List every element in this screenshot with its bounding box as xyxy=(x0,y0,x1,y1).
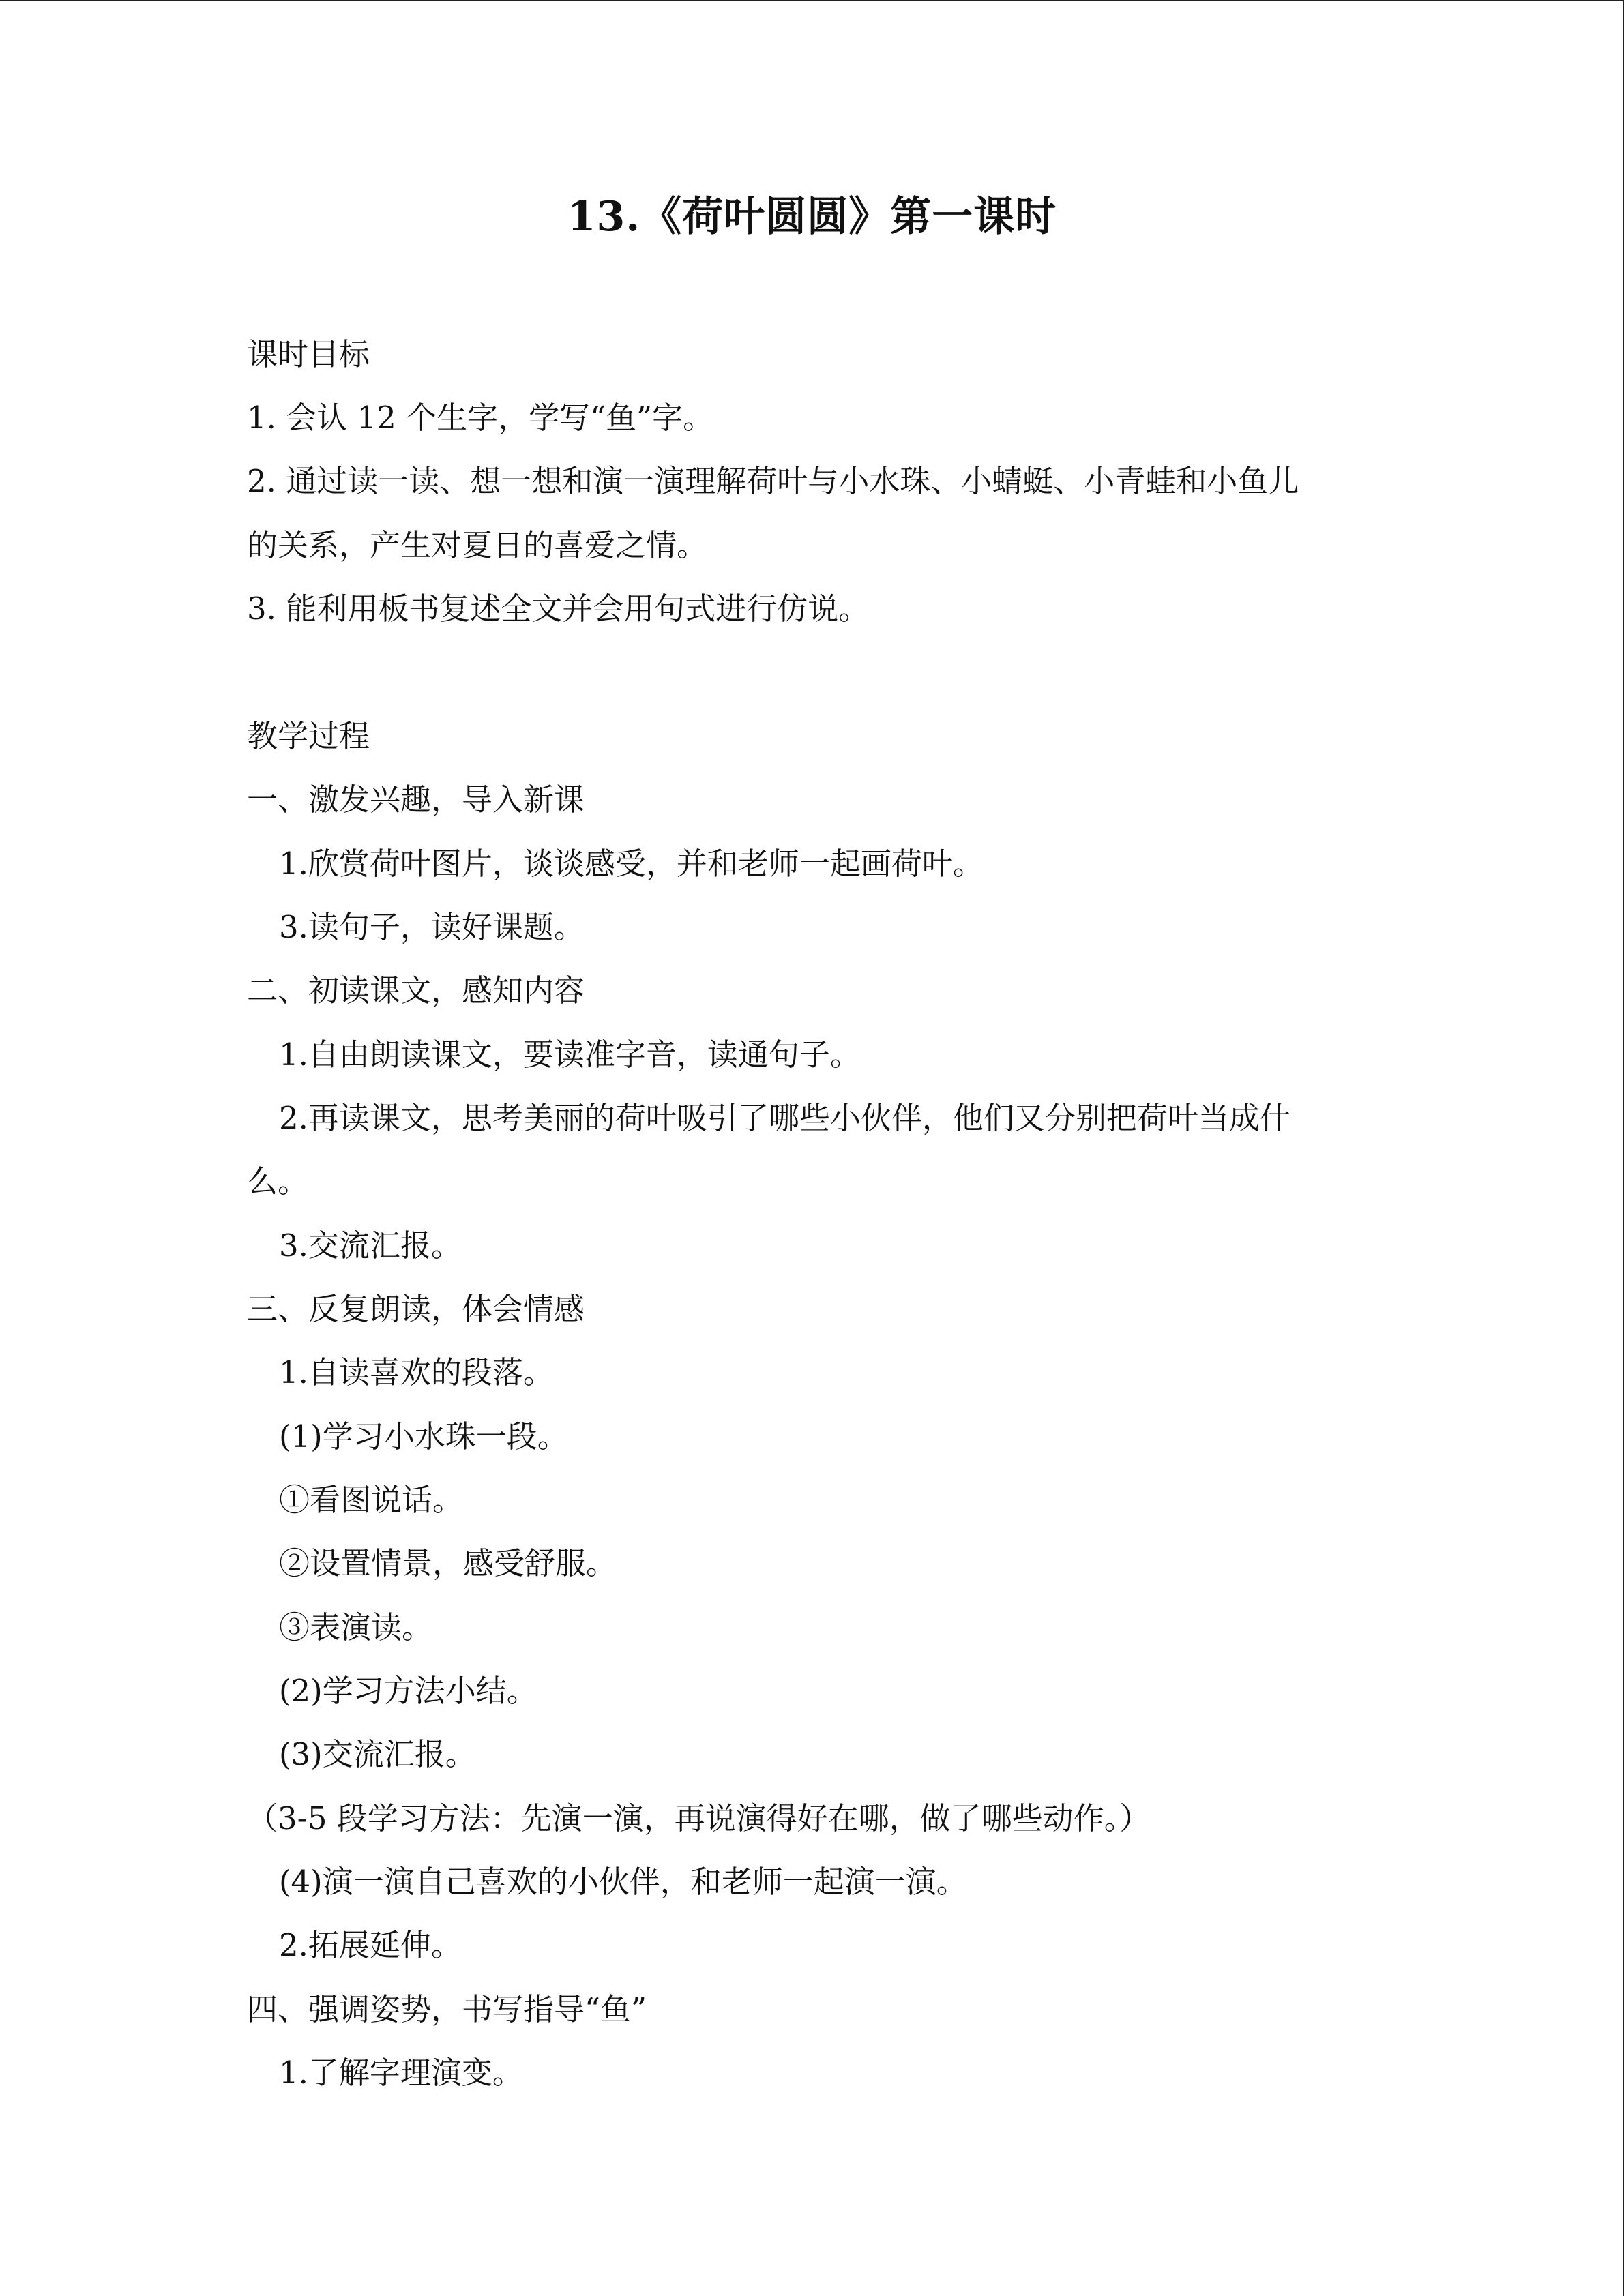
process-step: 1.自由朗读课文，要读准字音，读通句子。 xyxy=(279,1037,861,1073)
process-step-continued: 么。 xyxy=(247,1163,309,1199)
process-substep: ②设置情景，感受舒服。 xyxy=(279,1545,617,1581)
objective-item: 1. 会认 12 个生字，学写“鱼”字。 xyxy=(247,400,714,436)
process-section-heading: 二、初读课文，感知内容 xyxy=(247,972,585,1009)
process-step: 3.交流汇报。 xyxy=(279,1227,462,1264)
process-step: 1.了解字理演变。 xyxy=(279,2055,523,2091)
process-step: 1.欣赏荷叶图片，谈谈感受，并和老师一起画荷叶。 xyxy=(279,846,984,882)
process-section-heading: 三、反复朗读，体会情感 xyxy=(247,1291,585,1327)
process-substep: (2)学习方法小结。 xyxy=(279,1673,537,1709)
process-substep: (1)学习小水珠一段。 xyxy=(279,1418,568,1455)
objective-item: 3. 能利用板书复述全文并会用句式进行仿说。 xyxy=(247,591,870,627)
process-substep: (3)交流汇报。 xyxy=(279,1736,476,1772)
process-substep: ①看图说话。 xyxy=(279,1482,464,1518)
process-step: 2.拓展延伸。 xyxy=(279,1927,462,1963)
process-step: 1.自读喜欢的段落。 xyxy=(279,1354,554,1390)
process-step: 2.再读课文，思考美丽的荷叶吸引了哪些小伙伴，他们又分别把荷叶当成什 xyxy=(279,1100,1290,1136)
document-title: 13.《荷叶圆圆》第一课时 xyxy=(567,193,1057,241)
process-note: （3-5 段学习方法：先演一演，再说演得好在哪，做了哪些动作。） xyxy=(247,1800,1151,1836)
process-substep: (4)演一演自己喜欢的小伙伴，和老师一起演一演。 xyxy=(279,1864,967,1900)
objective-item-continued: 的关系，产生对夏日的喜爱之情。 xyxy=(247,527,708,563)
process-section-heading: 四、强调姿势，书写指导“鱼” xyxy=(247,1991,647,2027)
process-section-heading: 一、激发兴趣，导入新课 xyxy=(247,781,585,818)
objective-item: 2. 通过读一读、想一想和演一演理解荷叶与小水珠、小蜻蜓、小青蛙和小鱼儿 xyxy=(247,463,1299,499)
process-substep: ③表演读。 xyxy=(279,1609,433,1645)
section-heading-process: 教学过程 xyxy=(247,718,370,754)
process-step: 3.读句子，读好课题。 xyxy=(279,909,585,945)
section-heading-objectives: 课时目标 xyxy=(247,336,370,372)
